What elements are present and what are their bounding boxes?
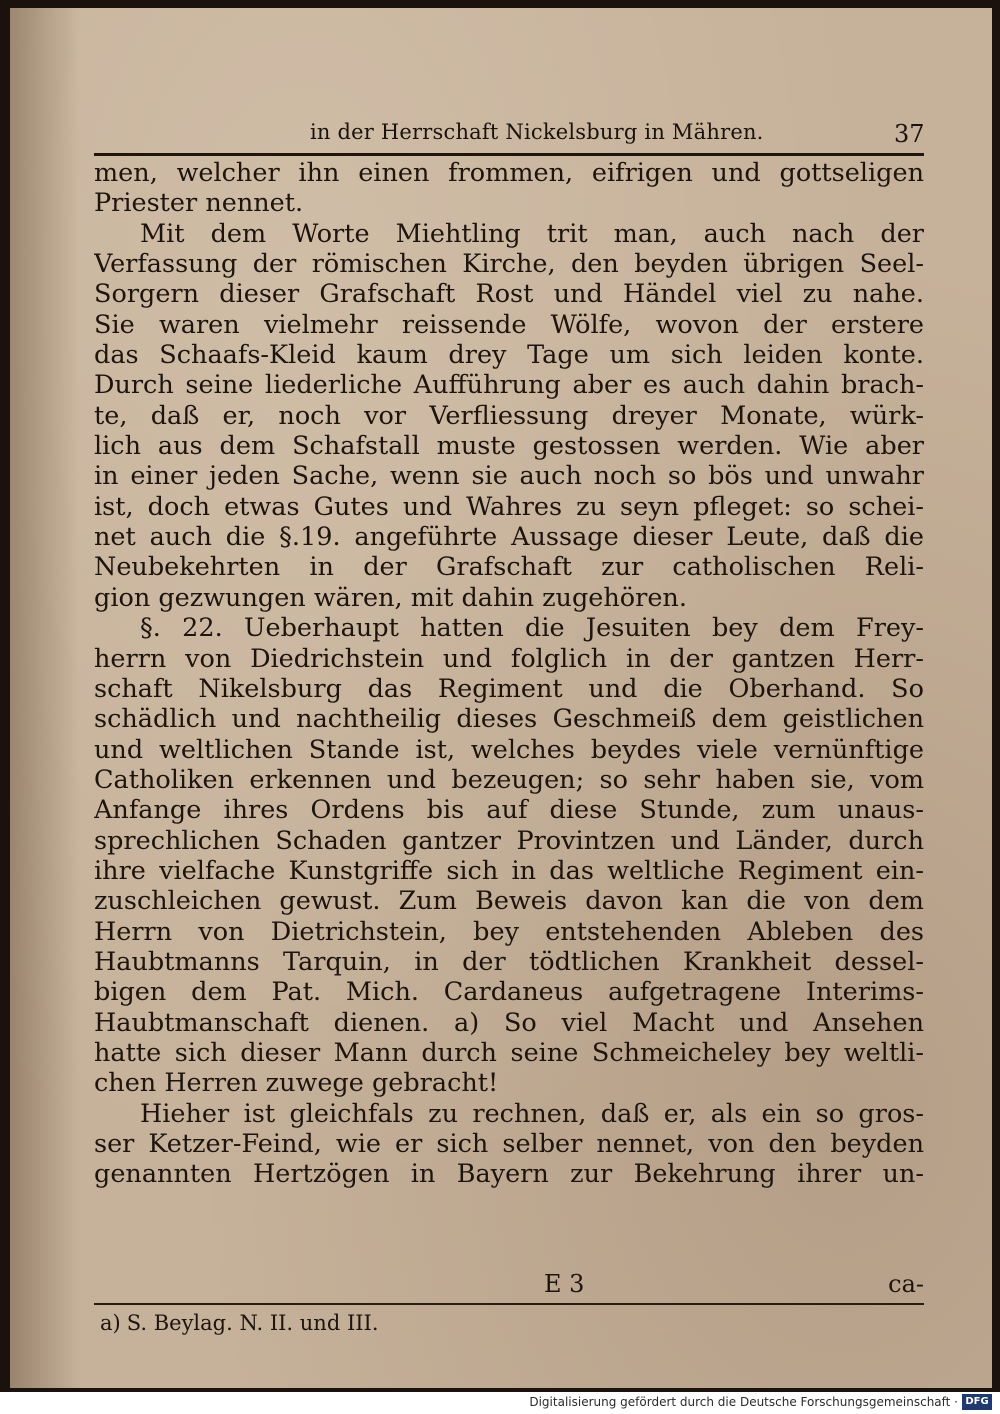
text-line: herrn von Diedrichstein und folglich in der gantzen Herr-	[94, 643, 924, 674]
header-rule	[94, 153, 924, 156]
text-line: ihre vielfache Kunstgriffe sich in das weltliche Regiment ein-	[94, 855, 924, 886]
page-footer	[94, 1270, 924, 1296]
text-line: lich aus dem Schafstall muste gestossen werden. Wie aber	[94, 431, 924, 462]
footnote	[100, 1311, 385, 1335]
text-line: men, welcher ihn einen frommen, eifrigen und gottseligen	[94, 158, 924, 188]
funding-credit: Digitalisierung gefördert durch die Deutsche Forschungsgemeinschaft ·	[529, 1395, 958, 1409]
text-line: chen Herren zuwege gebracht!	[94, 1068, 499, 1099]
text-line: net auch die §.19. angeführte Aussage dieser Leute, daß die	[94, 522, 924, 553]
credit-bar	[0, 1392, 1000, 1414]
book-page	[10, 8, 992, 1388]
text-line: sprechlichen Schaden gantzer Provintzen und Länder, durch	[94, 825, 924, 856]
text-line: Durch seine liederliche Aufführung aber es auch dahin brach-	[94, 370, 924, 401]
footnote-text: S. Beylag. N. II. und III.	[126, 1311, 379, 1335]
footnote-rule	[94, 1303, 924, 1305]
page-header	[10, 116, 992, 152]
text-line: ser Ketzer-Feind, wie er sich selber nennet, von den beyden	[94, 1129, 924, 1159]
text-line: §. 22. Ueberhaupt hatten die Jesuiten bey dem Frey-	[140, 613, 924, 644]
text-line: te, daß er, noch vor Verfliessung dreyer Monate, würk-	[94, 400, 924, 431]
text-line: Mit dem Worte Miehtling trit man, auch nach der	[140, 218, 924, 249]
text-line: und weltlichen Stande ist, welches beydes viele vernünftige	[94, 734, 924, 765]
text-line: Sorgern dieser Grafschaft Rost und Händel viel zu nahe.	[94, 279, 924, 310]
text-line: schädlich und nachtheilig dieses Geschmeiß dem geistlichen	[94, 704, 924, 735]
text-line: Anfange ihres Ordens bis auf diese Stunde, zum unaus-	[94, 795, 924, 826]
text-line: das Schaafs-Kleid kaum drey Tage um sich leiden konte.	[94, 340, 924, 371]
text-line: Catholiken erkennen und bezeugen; so sehr haben sie, vom	[94, 764, 924, 795]
body-text	[94, 158, 924, 1190]
signature-mark: E 3	[544, 1270, 585, 1298]
text-line: zuschleichen gewust. Zum Beweis davon kan die von dem	[94, 886, 924, 917]
text-line: bigen dem Pat. Mich. Cardaneus aufgetragene Interims-	[94, 977, 924, 1008]
text-line: Sie waren vielmehr reissende Wölfe, wovon der erstere	[94, 309, 924, 340]
footnote-marker: a)	[100, 1311, 121, 1335]
text-line: in einer jeden Sache, wenn sie auch noch so bös und unwahr	[94, 461, 924, 492]
text-line: Verfassung der römischen Kirche, den beyden übrigen Seel-	[94, 249, 924, 280]
dfg-logo-icon: DFG	[962, 1394, 992, 1410]
text-line: Haubtmanns Tarquin, in der tödtlichen Krankheit dessel-	[94, 946, 924, 977]
text-line: Neubekehrten in der Grafschaft zur catholischen Reli-	[94, 552, 924, 583]
page-number: 37	[894, 120, 925, 148]
text-line: Priester nennet.	[94, 188, 304, 219]
text-line: hatte sich dieser Mann durch seine Schmeicheley bey weltli-	[94, 1037, 924, 1068]
running-head: in der Herrschaft Nickelsburg in Mähren.	[310, 120, 764, 144]
gutter-shadow	[10, 8, 80, 1388]
text-line: schaft Nikelsburg das Regiment und die Oberhand. So	[94, 673, 924, 704]
text-line: Haubtmanschaft dienen. a) So viel Macht und Ansehen	[94, 1007, 924, 1038]
catchword: ca-	[888, 1270, 924, 1298]
text-line: ist, doch etwas Gutes und Wahres zu seyn pfleget: so schei-	[94, 491, 924, 522]
text-line: Herrn von Dietrichstein, bey entstehenden Ableben des	[94, 916, 924, 947]
text-line: gion gezwungen wären, mit dahin zugehören.	[94, 582, 687, 613]
text-line: genannten Hertzögen in Bayern zur Bekehrung ihrer un-	[94, 1159, 924, 1190]
text-line: Hieher ist gleichfals zu rechnen, daß er, als ein so gros-	[140, 1098, 924, 1129]
